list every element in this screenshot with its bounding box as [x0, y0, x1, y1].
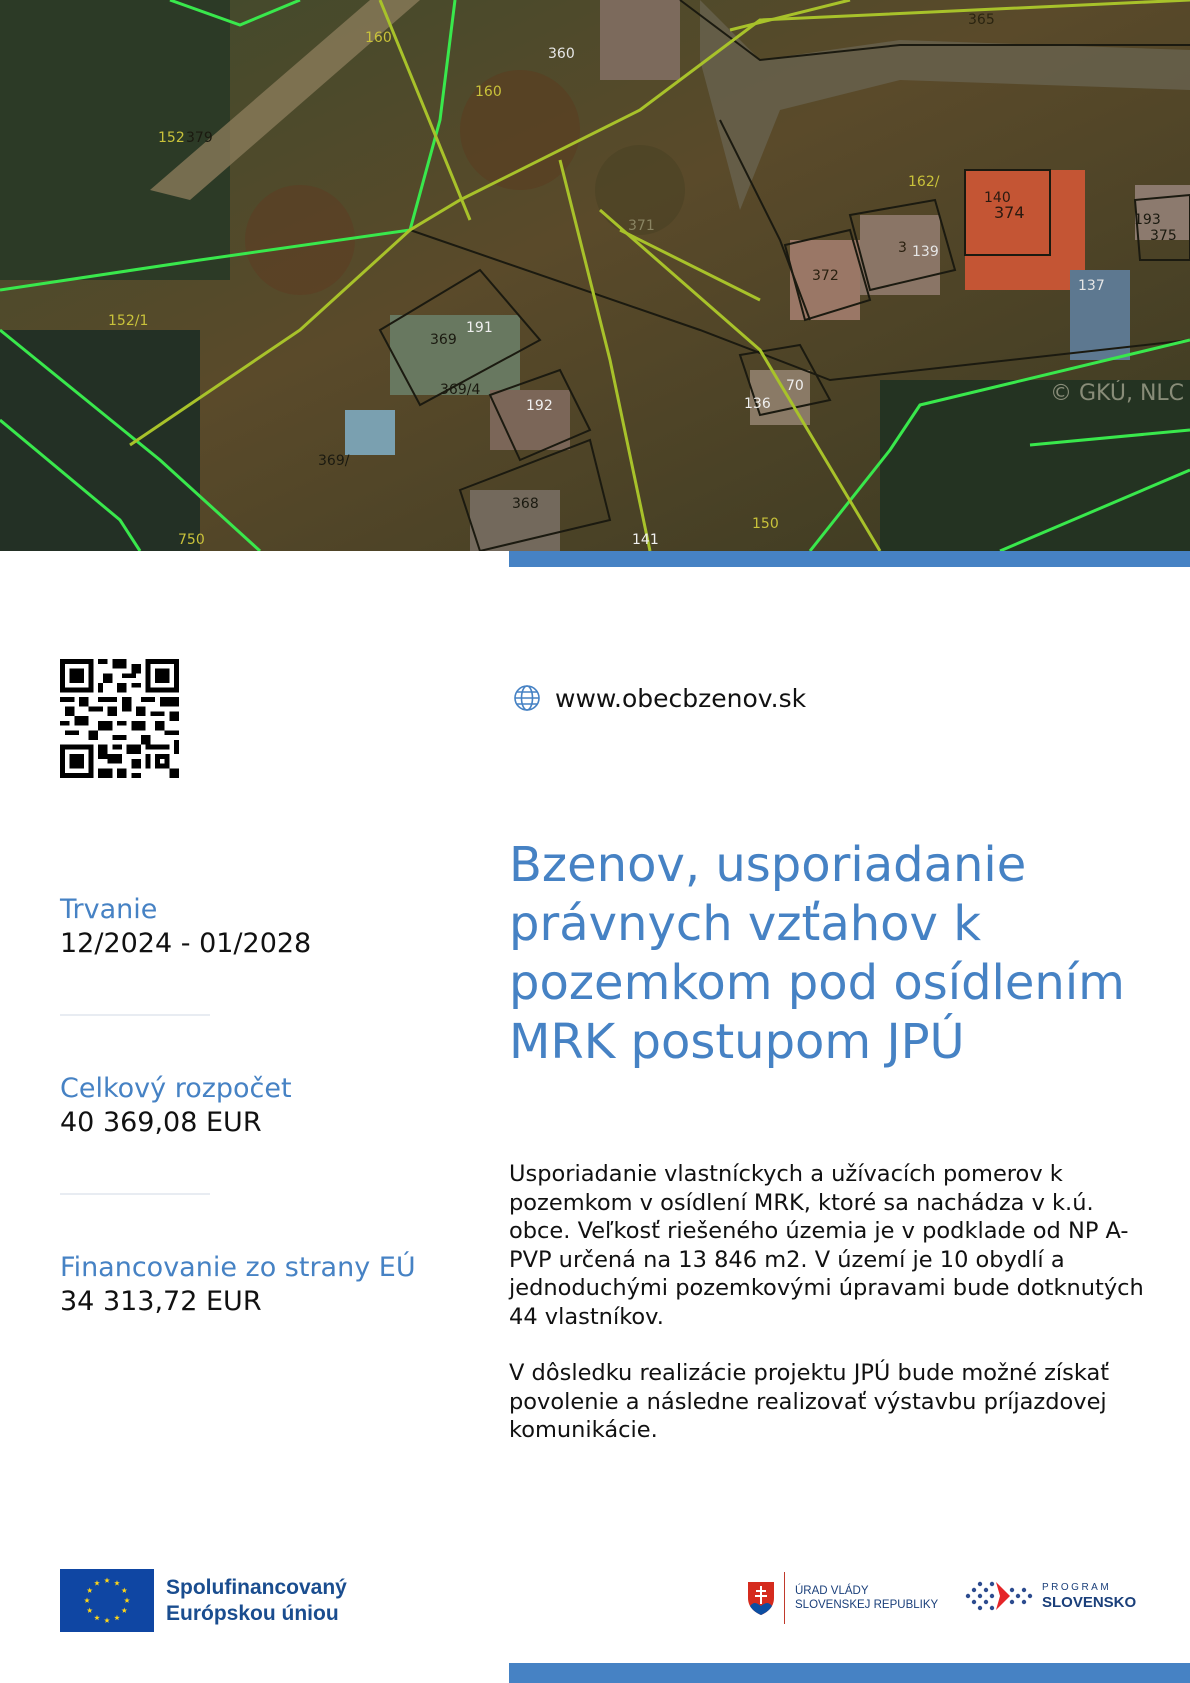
parcel-label: 371 [628, 218, 655, 234]
parcel-label: 139 [912, 244, 939, 260]
eu-funding-value: 34 313,72 EUR [60, 1286, 262, 1317]
description-paragraph: V dôsledku realizácie projektu JPÚ bude možné získať povolenie a následne realizovať výstavbu príjazdovej komunikácie. [509, 1360, 1110, 1443]
parcel-label: 152/1 [108, 313, 149, 329]
map-copyright: © GKÚ, NLC [1050, 381, 1185, 406]
project-description [509, 1160, 1159, 1473]
program-slovensko-icon [964, 1578, 1034, 1614]
globe-icon [512, 683, 542, 713]
eu-funding-label: Financovanie zo strany EÚ [60, 1252, 416, 1283]
duration-label: Trvanie [60, 894, 158, 925]
budget-value: 40 369,08 EUR [60, 1107, 262, 1138]
divider [784, 1572, 785, 1624]
cadastral-map-image [0, 0, 1190, 551]
eu-cofunded-logo [60, 1569, 347, 1632]
parcel-label: 152 [158, 130, 185, 146]
accent-bar-top [509, 551, 1190, 567]
eu-text-line2: Európskou úniou [166, 1601, 339, 1625]
parcel-label: 379 [186, 130, 213, 146]
description-paragraph: Usporiadanie vlastníckych a užívacích pomerov k pozemkom v osídlení MRK, ktoré sa nachádza v k.ú. obce. Veľkosť riešeného územia je v podklade od NP A-PVP určená na 13 846 m2. V území je 10 obydlí a jednoduchými pozemkovými úpravami bude dotknutých 44 vlastníkov. [509, 1161, 1144, 1330]
parcel-label: 374 [994, 203, 1025, 222]
parcel-label: 160 [475, 84, 502, 100]
website-url[interactable]: www.obecbzenov.sk [555, 683, 807, 713]
parcel-label: 372 [812, 268, 839, 284]
parcel-label: 162/ [908, 174, 940, 190]
divider [60, 1193, 210, 1195]
parcel-label: 375 [1150, 228, 1177, 244]
parcel-label: 750 [178, 532, 205, 548]
gov-text-line2: SLOVENSKEJ REPUBLIKY [795, 1599, 939, 1611]
parcel-label: 136 [744, 396, 771, 412]
parcel-label: 191 [466, 320, 493, 336]
parcel-label: 369/4 [440, 382, 481, 398]
parcel-label: 369/ [318, 453, 350, 469]
budget-label: Celkový rozpočet [60, 1073, 292, 1104]
gov-text-line1: ÚRAD VLÁDY [795, 1585, 869, 1597]
slovak-coat-of-arms-icon [746, 1580, 776, 1616]
parcel-label: 70 [786, 378, 804, 394]
eu-flag-icon [60, 1569, 154, 1632]
parcel-label: 369 [430, 332, 457, 348]
program-text-line2: SLOVENSKO [1042, 1594, 1137, 1611]
parcel-label: 141 [632, 532, 659, 548]
parcel-label: 140 [984, 190, 1011, 206]
website-link[interactable] [512, 683, 806, 713]
project-title: Bzenov, usporiadanie právnych vzťahov k pozemkom pod osídlením MRK postupom JPÚ [509, 837, 1125, 1070]
program-slovensko-logo [964, 1578, 1136, 1614]
duration-value: 12/2024 - 01/2028 [60, 928, 312, 959]
divider [60, 1014, 210, 1016]
government-office-logo [746, 1572, 938, 1624]
parcel-label: 193 [1134, 212, 1161, 228]
qr-code[interactable] [60, 659, 179, 778]
parcel-label: 368 [512, 496, 539, 512]
parcel-label: 365 [968, 12, 995, 28]
parcel-label: 192 [526, 398, 553, 414]
parcel-label: 150 [752, 516, 779, 532]
parcel-label: 360 [548, 46, 575, 62]
accent-bar-bottom [509, 1663, 1190, 1683]
parcel-label: 160 [365, 30, 392, 46]
project-facts [60, 893, 460, 1319]
parcel-label: 3 [898, 240, 907, 256]
eu-text-line1: Spolufinancovaný [166, 1575, 347, 1599]
program-text-line1: PROGRAM [1042, 1582, 1112, 1593]
parcel-label: 137 [1078, 278, 1105, 294]
